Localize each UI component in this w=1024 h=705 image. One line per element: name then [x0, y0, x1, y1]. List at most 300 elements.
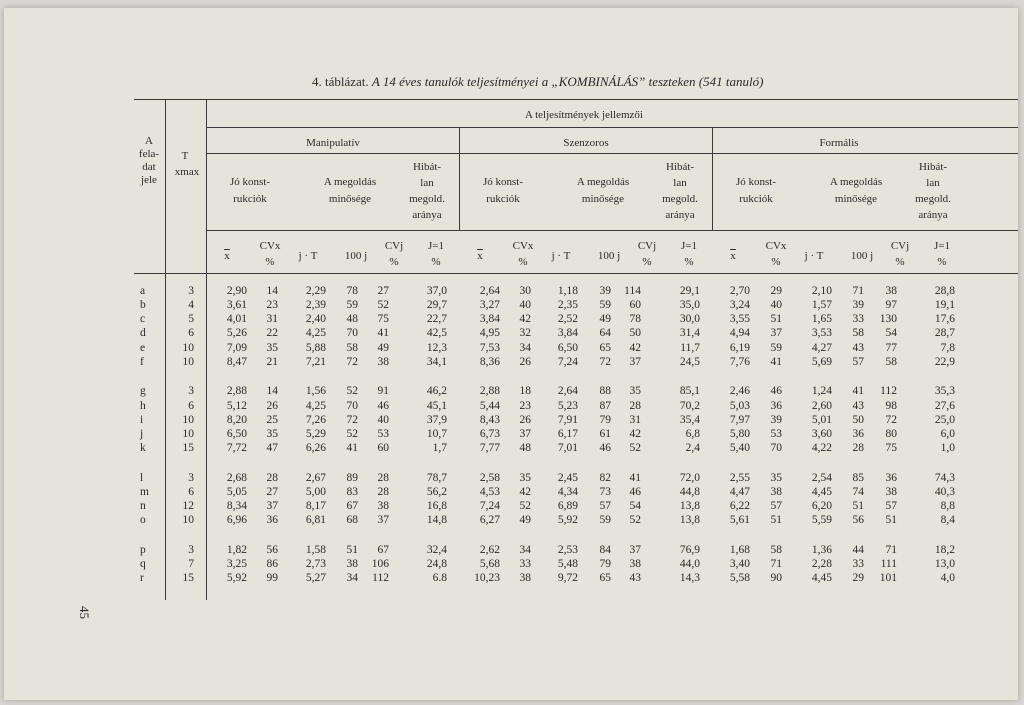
stat-100j-header: 100 j [850, 250, 874, 262]
stat-jt-header: j · T [298, 250, 318, 262]
task-label-header: dat [142, 161, 156, 173]
table-cell: 11,7 [680, 342, 700, 354]
table-cell: 40 [770, 299, 782, 311]
table-cell: 78 [629, 313, 641, 325]
table-cell: 2,28 [811, 558, 832, 570]
table-cell: 22,7 [426, 313, 447, 325]
stat-mean-header: $\overline{x}$ [224, 250, 230, 262]
row-label: i [140, 414, 144, 426]
table-cell: 17,6 [934, 313, 955, 325]
task-label-header: fela- [138, 148, 160, 160]
table-cell: 79 [599, 558, 611, 570]
table-cell: 25,0 [934, 414, 955, 426]
subheader-error-free-ratio: Hibát- [918, 161, 948, 173]
table-cell: 3 [188, 285, 194, 297]
stat-100j-header: 100 j [344, 250, 368, 262]
table-cell: 29 [770, 285, 782, 297]
table-cell: 40 [377, 414, 389, 426]
table-cell: 1,24 [811, 385, 832, 397]
row-label: a [140, 285, 146, 297]
table-cell: 43 [629, 572, 641, 584]
table-cell: 2,29 [305, 285, 326, 297]
table-cell: 67 [377, 544, 389, 556]
tmax-header-top: T [181, 150, 189, 162]
table-cell: 7,09 [226, 342, 247, 354]
table-cell: 15 [182, 572, 194, 584]
table-cell: 1,0 [940, 442, 955, 454]
table-cell: 2,52 [557, 313, 578, 325]
table-cell: 22,9 [934, 356, 955, 368]
subheader-solution-quality: A megoldás [323, 176, 377, 188]
table-cell: 37 [377, 514, 389, 526]
table-cell: 5,05 [226, 486, 247, 498]
table-cell: 28,7 [934, 327, 955, 339]
table-cell: 37 [770, 327, 782, 339]
table-cell: 8,36 [479, 356, 500, 368]
stat-j1-header: J=1 [428, 240, 444, 252]
table-cell: 5,58 [729, 572, 750, 584]
table-cell: 35,0 [679, 299, 700, 311]
stat-cv-header: CVx [259, 240, 281, 252]
table-cell: 72,0 [679, 472, 700, 484]
table-cell: 2,40 [305, 313, 326, 325]
subheader-error-free-ratio: megold. [915, 193, 951, 205]
tmax-header: xmax [174, 166, 200, 178]
table-cell: 4 [188, 299, 194, 311]
stat-100j-header: 100 j [597, 250, 621, 262]
table-cell: 5,61 [729, 514, 750, 526]
table-cell: 53 [377, 428, 389, 440]
table-cell: 98 [885, 400, 897, 412]
table-cell: 57 [770, 500, 782, 512]
page-number: 45 [77, 606, 92, 619]
table-cell: 37 [519, 428, 531, 440]
table-cell: 7,24 [479, 500, 500, 512]
row-label: j [140, 428, 144, 440]
table-cell: 21 [266, 356, 278, 368]
table-cell: 10 [182, 414, 194, 426]
table-cell: 10 [182, 356, 194, 368]
table-cell: 6,26 [305, 442, 326, 454]
table-cell: 99 [266, 572, 278, 584]
subheader-solution-quality: minősége [834, 193, 878, 205]
subheader-good-constructions: Jó konst- [229, 176, 271, 188]
task-label-header: A [145, 135, 153, 147]
table-cell: 2,73 [305, 558, 326, 570]
table-cell: 3,84 [479, 313, 500, 325]
table-cell: 2,4 [685, 442, 700, 454]
table-cell: 46 [377, 400, 389, 412]
table-cell: 7,26 [305, 414, 326, 426]
table-cell: 7,8 [940, 342, 955, 354]
table-cell: 24,5 [679, 356, 700, 368]
stat-cvj-header: CVj [890, 240, 910, 252]
subheader-error-free-ratio: Hibát- [665, 161, 695, 173]
table-cell: 5,69 [811, 356, 832, 368]
stat-cvj-header: CVj [637, 240, 657, 252]
row-label: d [140, 327, 146, 339]
table-cell: 89 [346, 472, 358, 484]
table-cell: 7,76 [729, 356, 750, 368]
table-cell: 6,81 [305, 514, 326, 526]
table-cell: 52 [629, 514, 641, 526]
table-cell: 10 [182, 514, 194, 526]
table-cell: 49 [377, 342, 389, 354]
table-cell: 13,8 [679, 514, 700, 526]
table-cell: 42,5 [426, 327, 447, 339]
table-cell: 38 [519, 572, 531, 584]
table-cell: 51 [346, 544, 358, 556]
table-cell: 22 [266, 327, 278, 339]
table-cell: 5,23 [557, 400, 578, 412]
row-label: l [140, 472, 144, 484]
table-cell: 1,65 [811, 313, 832, 325]
table-cell: 31,4 [679, 327, 700, 339]
table-cell: 5,01 [811, 414, 832, 426]
table-cell: 49 [519, 514, 531, 526]
table-cell: 72 [885, 414, 897, 426]
table-cell: 73 [599, 486, 611, 498]
table-cell: 5,92 [557, 514, 578, 526]
table-cell: 85 [852, 472, 864, 484]
table-cell: 6,0 [940, 428, 955, 440]
table-cell: 6,19 [729, 342, 750, 354]
table-cell: 7,01 [557, 442, 578, 454]
table-cell: 4,45 [811, 572, 832, 584]
subheader-good-constructions: rukciók [233, 193, 267, 205]
table-cell: 57 [885, 500, 897, 512]
table-cell: 56 [266, 544, 278, 556]
subheader-solution-quality: minősége [581, 193, 625, 205]
stat-j1-unit: % [431, 256, 441, 268]
table-cell: 2,55 [729, 472, 750, 484]
row-label: h [140, 400, 146, 412]
stat-jt-header: j · T [551, 250, 571, 262]
table-cell: 5,80 [729, 428, 750, 440]
table-cell: 74,3 [934, 472, 955, 484]
table-cell: 67 [346, 500, 358, 512]
rule-under-main-header [207, 127, 1018, 128]
table-cell: 35,4 [679, 414, 700, 426]
table-cell: 58 [885, 356, 897, 368]
group-header-2: Formális [819, 137, 859, 149]
table-cell: 54 [629, 500, 641, 512]
table-cell: 3,60 [811, 428, 832, 440]
table-cell: 5,27 [305, 572, 326, 584]
stat-j1-header: J=1 [934, 240, 950, 252]
table-cell: 46 [599, 442, 611, 454]
table-cell: 5,12 [226, 400, 247, 412]
table-cell: 86 [266, 558, 278, 570]
table-cell: 29 [852, 572, 864, 584]
table-cell: 3,84 [557, 327, 578, 339]
table-cell: 97 [885, 299, 897, 311]
table-cell: 76,9 [679, 544, 700, 556]
table-cell: 12 [182, 500, 194, 512]
table-cell: 23 [266, 299, 278, 311]
table-cell: 70,2 [679, 400, 700, 412]
table-cell: 6,8 [685, 428, 700, 440]
table-cell: 28 [266, 472, 278, 484]
table-cell: 18 [519, 385, 531, 397]
table-cell: 28 [377, 472, 389, 484]
table-cell: 78 [346, 285, 358, 297]
table-cell: 8,34 [226, 500, 247, 512]
table-cell: 5,26 [226, 327, 247, 339]
table-cell: 59 [770, 342, 782, 354]
table-cell: 31 [629, 414, 641, 426]
table-cell: 3 [188, 544, 194, 556]
table-cell: 6,50 [557, 342, 578, 354]
table-cell: 10,23 [474, 572, 500, 584]
table-cell: 58 [852, 327, 864, 339]
table-cell: 41 [852, 385, 864, 397]
table-cell: 5,88 [305, 342, 326, 354]
subheader-solution-quality: minősége [328, 193, 372, 205]
table-cell: 2,58 [479, 472, 500, 484]
table-cell: 4,53 [479, 486, 500, 498]
table-cell: 51 [885, 514, 897, 526]
table-cell: 8,47 [226, 356, 247, 368]
table-cell: 46 [770, 385, 782, 397]
table-cell: 30 [519, 285, 531, 297]
table-cell: 2,39 [305, 299, 326, 311]
table-cell: 2,67 [305, 472, 326, 484]
table-cell: 5,92 [226, 572, 247, 584]
table-cell: 38 [885, 285, 897, 297]
table-cell: 18,2 [934, 544, 955, 556]
table-cell: 72 [599, 356, 611, 368]
table-cell: 2,88 [479, 385, 500, 397]
table-cell: 26 [266, 400, 278, 412]
table-cell: 33 [852, 313, 864, 325]
table-cell: 65 [599, 342, 611, 354]
table-cell: 35 [266, 342, 278, 354]
table-cell: 72 [346, 356, 358, 368]
table-cell: 7,53 [479, 342, 500, 354]
top-rule [134, 99, 1018, 100]
row-label: f [140, 356, 144, 368]
table-cell: 6,17 [557, 428, 578, 440]
table-cell: 71 [852, 285, 864, 297]
table-cell: 10,7 [426, 428, 447, 440]
table-cell: 4,94 [729, 327, 750, 339]
table-cell: 51 [852, 500, 864, 512]
stat-cvj-header: CVj [384, 240, 404, 252]
table-cell: 34 [346, 572, 358, 584]
stat-mean-header: $\overline{x}$ [730, 250, 736, 262]
stat-j1-unit: % [937, 256, 947, 268]
table-cell: 26 [519, 414, 531, 426]
table-cell: 24,8 [426, 558, 447, 570]
table-cell: 6.8 [432, 572, 447, 584]
table-cell: 57 [852, 356, 864, 368]
task-label-header: jele [141, 174, 157, 186]
table-cell: 59 [599, 299, 611, 311]
table-cell: 37,9 [426, 414, 447, 426]
table-cell: 52 [346, 428, 358, 440]
table-cell: 91 [377, 385, 389, 397]
table-cell: 4,27 [811, 342, 832, 354]
table-cell: 23 [519, 400, 531, 412]
document-page [4, 8, 1018, 700]
table-cell: 30,0 [679, 313, 700, 325]
table-cell: 6 [188, 327, 194, 339]
table-cell: 48 [519, 442, 531, 454]
table-cell: 8,4 [940, 514, 955, 526]
table-cell: 1,36 [811, 544, 832, 556]
table-cell: 90 [770, 572, 782, 584]
table-cell: 3,55 [729, 313, 750, 325]
table-cell: 13,0 [934, 558, 955, 570]
stat-cv-header: CVx [765, 240, 787, 252]
table-cell: 39 [852, 299, 864, 311]
table-cell: 75 [885, 442, 897, 454]
table-cell: 8,43 [479, 414, 500, 426]
table-cell: 36 [770, 400, 782, 412]
table-cell: 1,56 [305, 385, 326, 397]
table-cell: 41 [770, 356, 782, 368]
table-cell: 101 [879, 572, 897, 584]
table-cell: 9,72 [557, 572, 578, 584]
table-cell: 26 [519, 356, 531, 368]
table-cell: 35 [266, 428, 278, 440]
subheader-error-free-ratio: aránya [918, 209, 948, 221]
table-cell: 58 [770, 544, 782, 556]
table-cell: 1,7 [432, 442, 447, 454]
table-cell: 49 [599, 313, 611, 325]
table-cell: 8,8 [940, 500, 955, 512]
table-cell: 40 [519, 299, 531, 311]
table-cell: 46,2 [426, 385, 447, 397]
table-cell: 52 [377, 299, 389, 311]
table-cell: 71 [770, 558, 782, 570]
table-cell: 54 [885, 327, 897, 339]
table-cell: 83 [346, 486, 358, 498]
table-cell: 2,70 [729, 285, 750, 297]
stat-jt-header: j · T [804, 250, 824, 262]
table-cell: 53 [770, 428, 782, 440]
group-header-0: Manipulatív [306, 137, 360, 149]
table-cell: 36 [266, 514, 278, 526]
table-cell: 4,95 [479, 327, 500, 339]
table-cell: 7,77 [479, 442, 500, 454]
table-cell: 14,3 [679, 572, 700, 584]
table-cell: 74 [852, 486, 864, 498]
subheader-good-constructions: Jó konst- [482, 176, 524, 188]
row-label: o [140, 514, 146, 526]
table-cell: 130 [879, 313, 897, 325]
table-cell: 5,44 [479, 400, 500, 412]
table-cell: 56,2 [426, 486, 447, 498]
table-cell: 6,50 [226, 428, 247, 440]
row-label: k [140, 442, 146, 454]
main-header: A teljesítmények jellemzői [525, 109, 643, 121]
table-cell: 3,25 [226, 558, 247, 570]
table-cell: 46 [629, 486, 641, 498]
table-cell: 3 [188, 385, 194, 397]
table-cell: 68 [346, 514, 358, 526]
row-label: q [140, 558, 146, 570]
table-cell: 14,8 [426, 514, 447, 526]
table-cell: 2,35 [557, 299, 578, 311]
table-cell: 44,8 [679, 486, 700, 498]
table-cell: 2,64 [557, 385, 578, 397]
table-cell: 34 [519, 544, 531, 556]
table-cell: 88 [599, 385, 611, 397]
table-cell: 6,27 [479, 514, 500, 526]
table-cell: 42 [629, 342, 641, 354]
table-cell: 6 [188, 486, 194, 498]
table-cell: 6,20 [811, 500, 832, 512]
table-cell: 78,7 [426, 472, 447, 484]
table-cell: 12,3 [426, 342, 447, 354]
table-cell: 4,45 [811, 486, 832, 498]
stat-cv-unit: % [265, 256, 275, 268]
table-cell: 1,68 [729, 544, 750, 556]
table-cell: 27,6 [934, 400, 955, 412]
rule-under-subheaders [207, 230, 1018, 231]
stat-cvj-unit: % [642, 256, 652, 268]
subheader-error-free-ratio: aránya [665, 209, 695, 221]
table-cell: 38 [770, 486, 782, 498]
table-cell: 41 [346, 442, 358, 454]
table-cell: 2,90 [226, 285, 247, 297]
table-cell: 4,22 [811, 442, 832, 454]
stat-j1-header: J=1 [681, 240, 697, 252]
table-cell: 32,4 [426, 544, 447, 556]
table-cell: 10 [182, 342, 194, 354]
table-cell: 50 [629, 327, 641, 339]
table-cell: 2,45 [557, 472, 578, 484]
table-cell: 36 [885, 472, 897, 484]
table-cell: 61 [599, 428, 611, 440]
table-cell: 1,18 [557, 285, 578, 297]
table-cell: 38 [377, 500, 389, 512]
table-cell: 37,0 [426, 285, 447, 297]
table-cell: 111 [880, 558, 897, 570]
table-cell: 38 [377, 356, 389, 368]
table-cell: 59 [599, 514, 611, 526]
table-caption [312, 74, 763, 90]
table-cell: 41 [629, 472, 641, 484]
table-cell: 2,62 [479, 544, 500, 556]
table-cell: 8,17 [305, 500, 326, 512]
table-cell: 2,88 [226, 385, 247, 397]
group-header-1: Szenzoros [563, 137, 609, 149]
table-cell: 44,0 [679, 558, 700, 570]
table-cell: 58 [346, 342, 358, 354]
table-cell: 7,24 [557, 356, 578, 368]
table-cell: 5,00 [305, 486, 326, 498]
table-cell: 10 [182, 428, 194, 440]
subheader-error-free-ratio: megold. [662, 193, 698, 205]
subheader-good-constructions: Jó konst- [735, 176, 777, 188]
table-cell: 14 [266, 385, 278, 397]
table-cell: 51 [770, 514, 782, 526]
table-cell: 27 [266, 486, 278, 498]
table-cell: 2,53 [557, 544, 578, 556]
table-cell: 32 [519, 327, 531, 339]
table-cell: 13,8 [679, 500, 700, 512]
table-cell: 3,61 [226, 299, 247, 311]
table-cell: 43 [852, 400, 864, 412]
table-cell: 7,91 [557, 414, 578, 426]
table-cell: 25 [266, 414, 278, 426]
table-cell: 2,54 [811, 472, 832, 484]
table-cell: 50 [852, 414, 864, 426]
table-cell: 2,64 [479, 285, 500, 297]
